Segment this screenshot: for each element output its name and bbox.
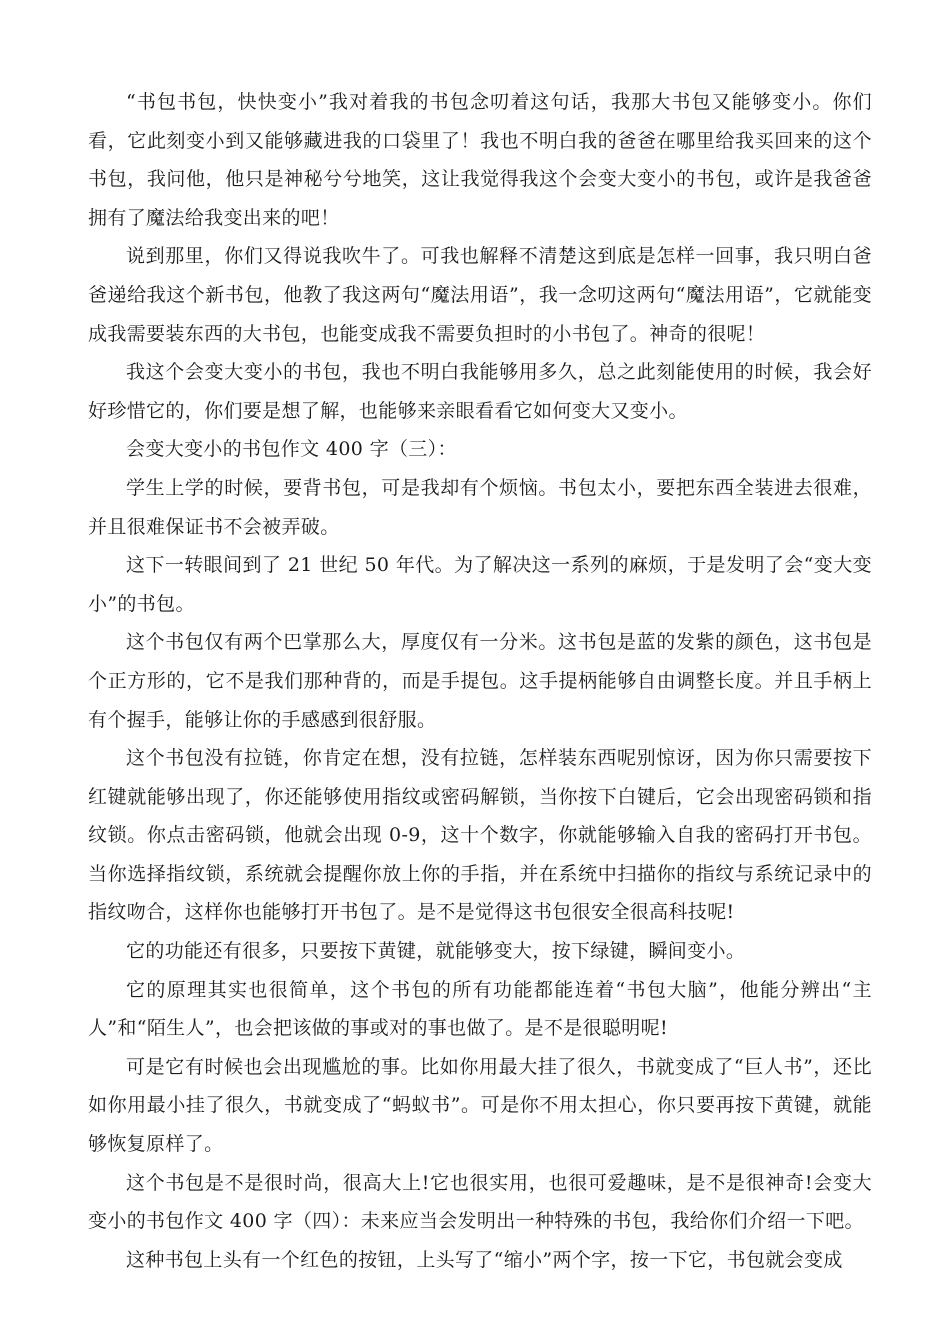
paragraph: 这个书包是不是很时尚，很高大上!它也很实用，也很可爱趣味，是不是很神奇!会变大变小的书包作文 400 字（四）：未来应当会发明出一种特殊的书包，我给你们介绍一下吧。 [88, 1171, 872, 1233]
paragraph: 学生上学的时候，要背书包，可是我却有个烦恼。书包太小，要把东西全装进去很难，并且很难保证书不会被弄破。 [88, 476, 872, 538]
paragraph: 它的功能还有很多，只要按下黄键，就能够变大，按下绿键，瞬间变小。 [126, 940, 746, 963]
paragraph: 它的原理其实也很简单，这个书包的所有功能都能连着“书包大脑”，他能分辨出“主人”和“陌生人”，也会把该做的事或对的事也做了。是不是很聪明呢! [88, 978, 872, 1040]
paragraph: 这种书包上头有一个红色的按钮，上头写了“缩小”两个字，按一下它，书包就会变成 [126, 1248, 843, 1271]
section-heading: 会变大变小的书包作文 400 字（三）： [126, 438, 457, 461]
paragraph: 可是它有时候也会出现尴尬的事。比如你用最大挂了很久，书就变成了“巨人书”，还比如你用最小挂了很久，书就变成了“蚂蚁书”。可是你不用太担心，你只要再按下黄键，就能够恢复原样了。 [88, 1055, 872, 1156]
paragraph: 这个书包没有拉链，你肯定在想，没有拉链，怎样装东西呢别惊讶，因为你只需要按下红键就能够出现了，你还能够使用指纹或密码解锁，当你按下白键后，它会出现密码锁和指纹锁。你点击密码锁，他就会出现 0-9，这十个数字，你就能够输入自我的密码打开书包。当你选择指纹锁，系统就会提醒你放上你的手指，并在系统中扫描你的指纹与系统记录中的指纹吻合，这样你也能够打开书包了。是不是觉得这书包很安全很高科技呢! [88, 747, 872, 924]
paragraph: “书包书包，快快变小”我对着我的书包念叨着这句话，我那大书包又能够变小。你们看，它此刻变小到又能够藏进我的口袋里了！我也不明白我的爸爸在哪里给我买回来的这个书包，我问他，他只是神秘兮兮地笑，这让我觉得我这个会变大变小的书包，或许是我爸爸拥有了魔法给我变出来的吧！ [88, 91, 872, 229]
paragraph: 我这个会变大变小的书包，我也不明白我能够用多久，总之此刻能使用的时候，我会好好珍惜它的，你们要是想了解，也能够来亲眼看看它如何变大又变小。 [88, 361, 872, 422]
paragraph: 这下一转眼间到了 21 世纪 50 年代。为了解决这一系列的麻烦，于是发明了会“变大变小”的书包。 [88, 554, 872, 615]
paragraph: 说到那里，你们又得说我吹牛了。可我也解释不清楚这到底是怎样一回事，我只明白爸爸递给我这个新书包，他教了我这两句“魔法用语”，我一念叨这两句“魔法用语”，它就能变成我需要装东西的大书包，也能变成我不需要负担时的小书包了。神奇的很呢！ [88, 245, 872, 345]
paragraph: 这个书包仅有两个巴掌那么大，厚度仅有一分米。这书包是蓝的发紫的颜色，这书包是个正方形的，它不是我们那种背的，而是手提包。这手提柄能够自由调整长度。并且手柄上有个握手，能够让你的手感感到很舒服。 [88, 631, 872, 731]
essay-body [88, 83, 872, 1279]
